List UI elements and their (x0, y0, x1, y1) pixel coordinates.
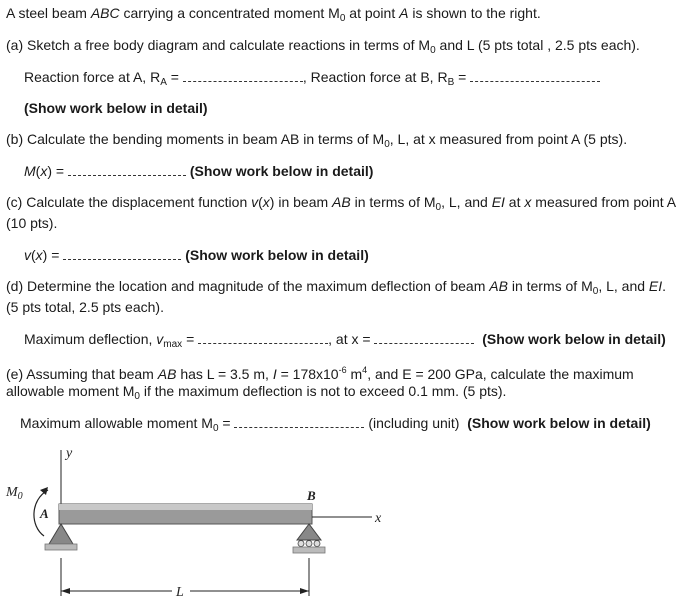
part-a-question: (a) Sketch a free body diagram and calculate reactions in terms of $M_0$ and L (5 pts total , 2.5 pts each). (6, 37, 640, 56)
part-a-note: (Show work below in detail) (24, 100, 208, 116)
dimension-arrow-left-icon (61, 588, 70, 594)
roller-support-b (297, 524, 321, 540)
pin-support-a (49, 524, 73, 544)
beam-highlight (59, 504, 312, 510)
part-c-question-line1: (c) Calculate the displacement function v(x) in beam AB in terms of $M_0$, L, and EI at x measured from point A (6, 194, 677, 213)
reaction-b-blank[interactable] (470, 69, 600, 82)
moment-arrowhead-icon (40, 487, 48, 495)
y-axis-label: y (66, 446, 73, 461)
dimension-arrow-right-icon (300, 588, 309, 594)
part-a-answer-line: Reaction force at A, $R_A$ = , Reaction force at B, $R_B$ = (24, 68, 600, 92)
roller-wheel-2 (306, 541, 312, 547)
beam-figure (0, 440, 420, 614)
max-deflection-blank[interactable] (198, 331, 328, 344)
part-d-question-line2: (5 pts total, 2.5 pts each). (6, 299, 164, 315)
ground-b (293, 547, 325, 553)
length-label: L (176, 585, 184, 600)
part-d-question-line1: (d) Determine the location and magnitude of the maximum deflection of beam AB in terms of $M_0$, L, and EI. (6, 278, 667, 297)
part-e-question-line2: allowable moment $M_0$ if the maximum deflection is not to exceed 0.1 mm. (5 pts). (6, 383, 507, 402)
reaction-a-blank[interactable] (183, 69, 303, 82)
part-e-note: (Show work below in detail) (467, 415, 651, 431)
allowable-moment-blank[interactable] (234, 415, 364, 428)
max-location-blank[interactable] (374, 331, 474, 344)
unit-note: (including unit) (368, 415, 460, 431)
x-axis-label: x (375, 511, 382, 526)
part-b-note: (Show work below in detail) (189, 163, 374, 179)
intro-text: A steel beam ABC carrying a concentrated moment $M_0$ at point A is shown to the right. (6, 5, 541, 24)
part-d-answer-line: Maximum deflection, $v_{max}$ = , at x = (Show work below in detail) (24, 331, 666, 350)
part-d-note: (Show work below in detail) (482, 331, 666, 347)
part-b-answer-line: M(x) = (Show work below in detail) (24, 163, 374, 179)
part-c-note: (Show work below in detail) (185, 247, 369, 263)
point-b-label: B (307, 488, 316, 503)
part-b-question: (b) Calculate the bending moments in beam AB in terms of $M_0$, L, at x measured from point A (5 pts). (6, 131, 628, 150)
point-a-label: A (40, 506, 49, 521)
part-c-answer-line: v(x) = (Show work below in detail) (24, 247, 369, 263)
moment-label: $M_0$ (6, 485, 23, 502)
part-c-question-line2: (10 pts). (6, 215, 58, 231)
moment-blank[interactable] (68, 163, 186, 176)
ground-a (45, 544, 77, 550)
part-e-answer-line: Maximum allowable moment $M_0$ = (including unit) (Show work below in detail) (20, 415, 651, 434)
part-e-question-line1: (e) Assuming that beam AB has L = 3.5 m, $I = 178x10^{-6}$ $m^4$, and E = 200 GPa, calculate the maximum (6, 365, 634, 382)
displacement-blank[interactable] (63, 247, 181, 260)
roller-wheel-3 (314, 541, 320, 547)
roller-wheel-1 (298, 541, 304, 547)
